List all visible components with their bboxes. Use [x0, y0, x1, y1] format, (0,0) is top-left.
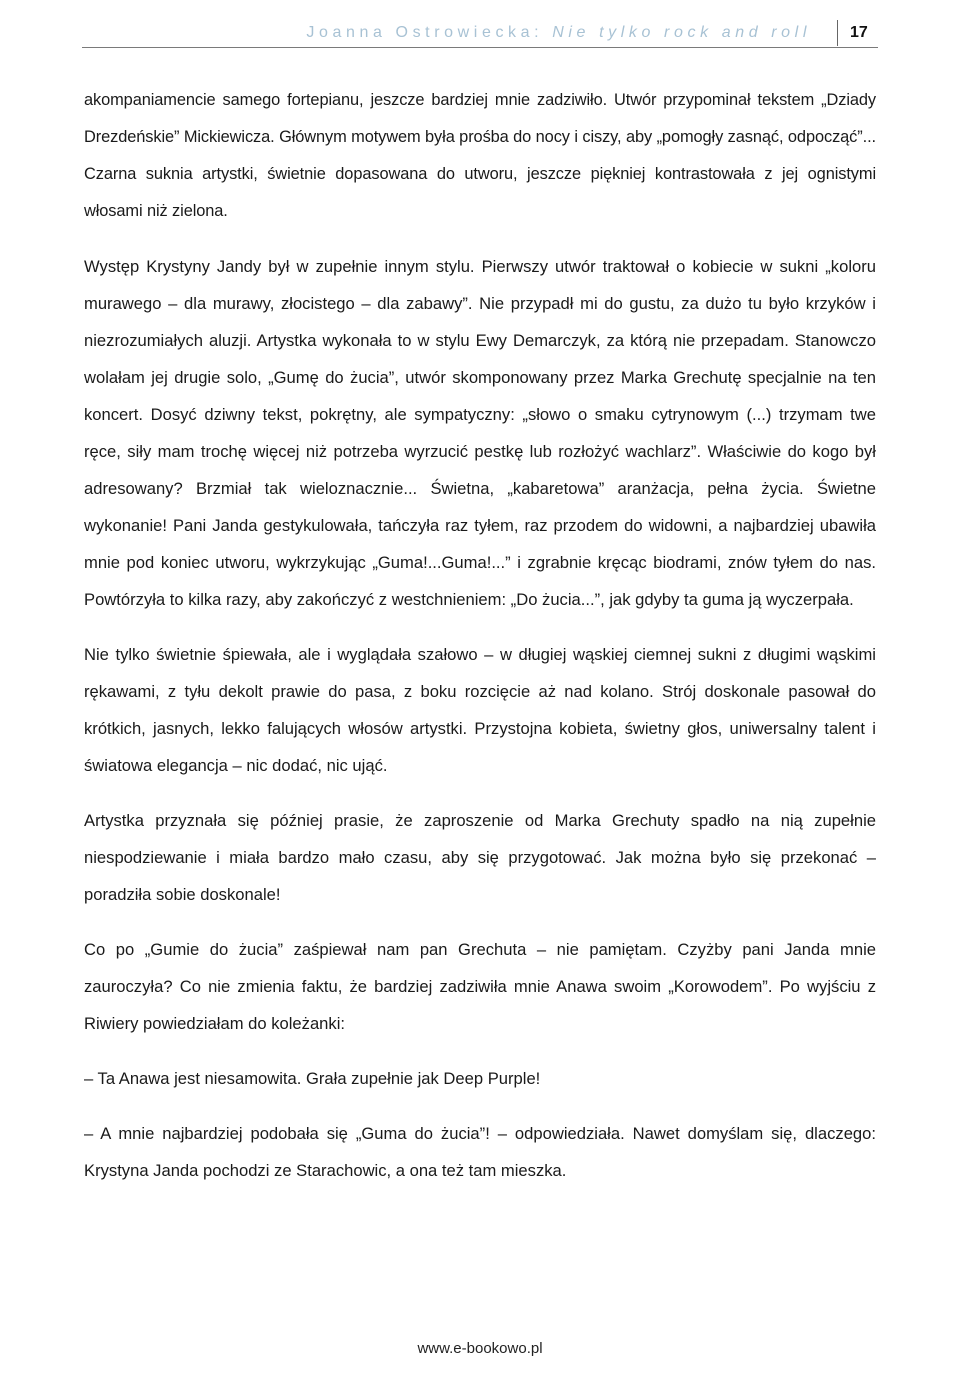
body-text: [84, 82, 876, 1189]
header-author: Joanna Ostrowiecka:: [306, 24, 544, 41]
page-number: 17: [837, 20, 878, 46]
paragraph-2: Występ Krystyny Jandy był w zupełnie innym stylu. Pierwszy utwór traktował o kobiecie w sukni „koloru murawego – dla murawy, złocistego – dla zabawy”. Nie przypadł mi do gustu, za dużo tu było krzyków i niezrozumiałych aluzji. Artystka wykonała to w stylu Ewy Demarczyk, za którą nie przepadam. Stanowczo wolałam jej drugie solo, „Gumę do żucia”, utwór skomponowany przez Marka Grechutę specjalnie na ten koncert. Dosyć dziwny tekst, pokrętny, ale sympatyczny: „słowo o smaku cytrynowym (...) trzymam twe ręce, siły mam trochę więcej niż potrzeba wyrzucić pestkę lub rozłożyć wachlarz”. Właściwie do kogo był adresowany? Brzmiał tak wieloznacznie... Świetna, „kabaretowa” aranżacja, pełna życia. Świetne wykonanie! Pani Janda gestykulowała, tańczyła raz tyłem, raz przodem do widowni, a najbardziej ubawiła mnie pod koniec utworu, wykrzykując „Guma!...Guma!...” i zgrabnie kręcąc biodrami, znów tyłem do nas. Powtórzyła to kilka razy, aby zakończyć z westchnieniem: „Do żucia...”, jak gdyby ta guma ją wyczerpała.: [84, 257, 876, 609]
header-divider: [82, 47, 878, 48]
paragraph-3: Nie tylko świetnie śpiewała, ale i wyglądała szałowo – w długiej wąskiej ciemnej sukni z długimi wąskimi rękawami, z tyłu dekolt prawie do pasa, z boku rozcięcie aż nad kolano. Strój doskonale pasował do krótkich, jasnych, lekko falujących włosów artystki. Przystojna kobieta, świetny głos, uniwersalny talent i światowa elegancja – nic dodać, nic ująć.: [84, 645, 876, 775]
footer-url: www.e-bookowo.pl: [417, 1340, 543, 1357]
paragraph-4: Artystka przyznała się później prasie, że zaproszenie od Marka Grechuty spadło na nią zupełnie niespodziewanie i miała bardzo mało czasu, aby się przygotować. Jak można było się przekonać – poradziła sobie doskonale!: [84, 811, 876, 904]
paragraph-5: Co po „Gumie do żucia” zaśpiewał nam pan Grechuta – nie pamiętam. Czyżby pani Janda mnie zauroczyła? Co nie zmienia faktu, że bardziej zadziwiła mnie Anawa swoim „Korowodem”. Po wyjściu z Riwiery powiedziałam do koleżanki:: [84, 940, 876, 1033]
header-book-title: Nie tylko rock and roll: [552, 24, 811, 41]
paragraph-7: – A mnie najbardziej podobała się „Guma do żucia”! – odpowiedziała. Nawet domyślam się, dlaczego: Krystyna Janda pochodzi ze Starachowic, a ona też tam mieszka.: [84, 1124, 876, 1180]
running-header: [82, 20, 878, 46]
header-title: [306, 24, 811, 42]
paragraph-1: akompaniamencie samego fortepianu, jeszcze bardziej mnie zadziwiło. Utwór przypominał tekstem „Dziady Drezdeńskie” Mickiewicza. Głównym motywem była prośba do nocy i ciszy, aby „pomogły zasnąć, odpocząć”... Czarna suknia artystki, świetnie dopasowana do utworu, jeszcze piękniej kontrastowała z jej ognistymi włosami niż zielona.: [84, 91, 876, 220]
paragraph-6: – Ta Anawa jest niesamowita. Grała zupełnie jak Deep Purple!: [84, 1069, 541, 1088]
